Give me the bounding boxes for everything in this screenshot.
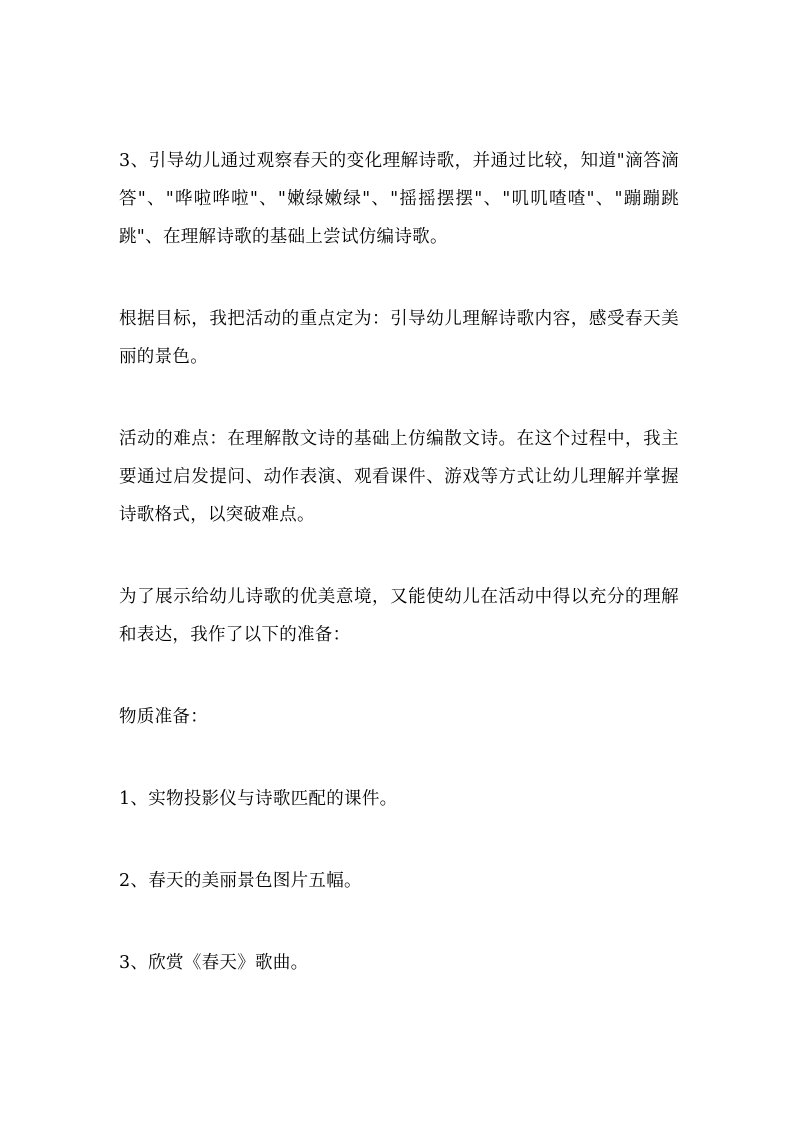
list-item-material-1: 1、实物投影仪与诗歌匹配的课件。 — [119, 789, 398, 809]
document-body — [119, 142, 679, 982]
paragraph-spacer — [119, 376, 679, 420]
paragraph-material-heading: 物质准备： — [119, 707, 208, 727]
paragraph-spacer — [119, 654, 679, 698]
paragraph-difficulty: 活动的难点：在理解散文诗的基础上仿编散文诗。在这个过程中，我主要通过启发提问、动作表演、观看课件、游戏等方式让幼儿理解并掌握诗歌格式，以突破难点。 — [119, 429, 679, 525]
paragraph-preparation-intro: 为了展示给幼儿诗歌的优美意境，又能使幼儿在活动中得以充分的理解和表达，我作了以下的准备： — [119, 587, 679, 645]
paragraph-spacer — [119, 736, 679, 780]
paragraph-key-point: 根据目标，我把活动的重点定为：引导幼儿理解诗歌内容，感受春天美丽的景色。 — [119, 309, 679, 367]
paragraph-goal-3: 3、引导幼儿通过观察春天的变化理解诗歌，并通过比较，知道"滴答滴答"、"哗啦哗啦"、"嫩绿嫩绿"、"摇摇摆摆"、"叽叽喳喳"、"蹦蹦跳跳"、在理解诗歌的基础上尝试仿编诗歌。 — [119, 151, 679, 247]
paragraph-spacer — [119, 534, 679, 578]
list-item-material-3: 3、欣赏《春天》歌曲。 — [119, 953, 309, 973]
paragraph-spacer — [119, 256, 679, 300]
paragraph-spacer — [119, 818, 679, 862]
paragraph-spacer — [119, 900, 679, 944]
list-item-material-2: 2、春天的美丽景色图片五幅。 — [119, 871, 362, 891]
